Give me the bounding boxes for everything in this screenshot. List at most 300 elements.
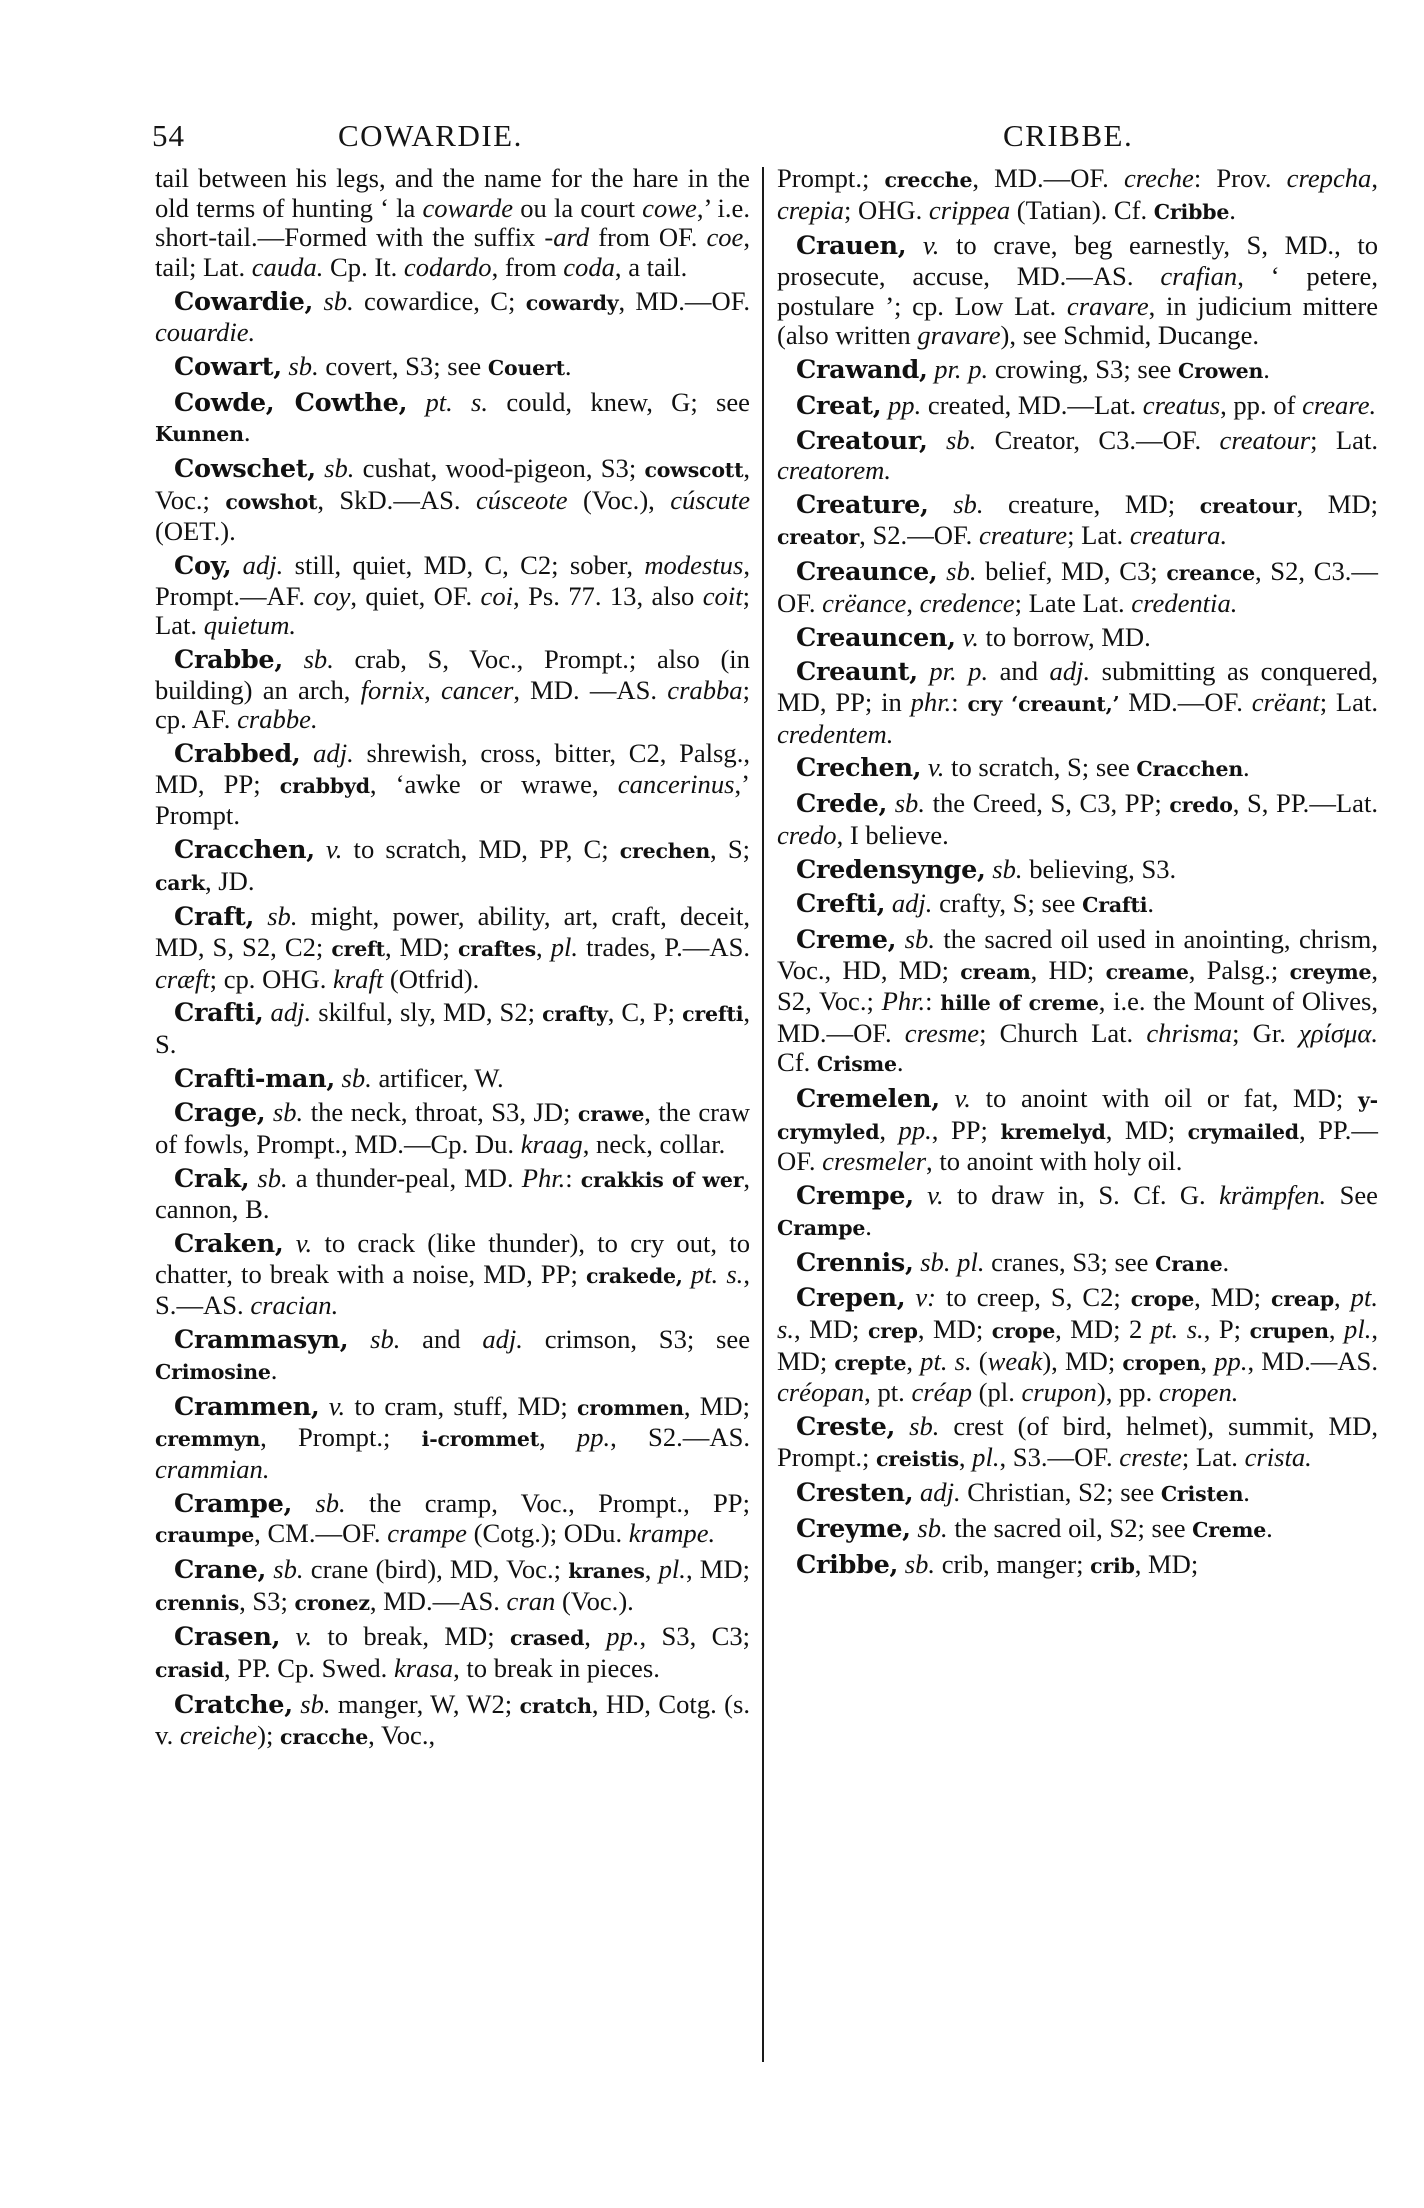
text: , Voc.; — [155, 453, 750, 515]
text: . — [1266, 1513, 1273, 1544]
text: . — [1263, 353, 1270, 384]
bold-form: cratch — [519, 1693, 592, 1718]
bold-form: hille of creme — [940, 991, 1099, 1016]
italic-text: v. — [921, 752, 945, 783]
text: , — [538, 1422, 577, 1453]
italic-text: cowe — [642, 192, 697, 223]
dictionary-entry — [155, 1690, 750, 1753]
italic-text: creste — [1119, 1441, 1182, 1472]
text: ; Lat. — [1319, 687, 1378, 717]
bold-form: Crampe — [777, 1215, 866, 1240]
text: ), see Schmid, Ducange. — [1000, 320, 1260, 351]
bold-form: crupen — [1249, 1318, 1329, 1343]
italic-text: creatorem. — [777, 455, 891, 486]
italic-text: creare. — [1302, 389, 1377, 420]
italic-text: kraag — [520, 1129, 583, 1160]
text: , — [424, 674, 441, 705]
text: : Prov. — [1193, 163, 1287, 193]
italic-text: sb. — [313, 285, 354, 316]
bold-form: crakede, — [586, 1263, 683, 1288]
italic-text: sb. — [910, 1513, 948, 1544]
text: , S, PP.—Lat. — [1232, 788, 1378, 819]
italic-text: phr. — [910, 687, 952, 717]
text: . — [243, 417, 251, 448]
text: , — [906, 1345, 921, 1376]
italic-text: coit — [702, 580, 743, 611]
headword: Crammasyn, — [174, 1325, 349, 1356]
italic-text: adj. — [231, 550, 284, 581]
headword: Crafti-man, — [174, 1063, 335, 1094]
headword: Crafti, — [174, 998, 264, 1029]
text: . — [865, 1210, 872, 1241]
italic-text: sb. — [928, 488, 984, 519]
italic-text: sb. — [937, 556, 977, 587]
bold-form: creistis — [876, 1446, 959, 1471]
headword: Crennis, — [796, 1247, 914, 1278]
bold-form: cropen — [1122, 1350, 1201, 1375]
italic-text: cúscute — [670, 484, 750, 515]
italic-text: crampe — [387, 1518, 467, 1549]
text: ; Lat. — [1181, 1441, 1245, 1472]
dictionary-entry — [155, 835, 750, 898]
dictionary-entry — [155, 998, 750, 1059]
text: , S3.—OF. — [999, 1441, 1120, 1472]
italic-text: χρίσμα. — [1299, 1017, 1378, 1048]
italic-text: adj. — [482, 1324, 523, 1355]
headword: Craft, — [174, 902, 255, 933]
text: to scratch, MD, PP, C; — [342, 833, 620, 864]
italic-text: credentem. — [777, 718, 894, 749]
italic-text: crepia — [777, 194, 844, 225]
italic-text: sb. — [927, 424, 977, 455]
headword: Creaunce, — [796, 557, 938, 588]
text: , the craw of fowls, Prompt., MD.—Cp. Du. — [155, 1097, 750, 1160]
bold-form: crabbyd — [279, 773, 370, 798]
italic-text: pl. — [1344, 1313, 1372, 1344]
text: , PP.—OF. — [777, 1114, 1378, 1177]
text: , Prompt.—AF. — [155, 550, 750, 611]
italic-text: v. — [280, 1621, 312, 1652]
right-column — [777, 164, 1378, 1586]
italic-text: adj. — [263, 997, 312, 1028]
text: ; Lat. — [1310, 424, 1379, 455]
text: ,’ i.e. short-tail.—Formed with the suffix — [155, 192, 750, 253]
headword: Crede, — [796, 789, 888, 820]
italic-text: codardo — [403, 251, 492, 282]
text: ), pp. — [1096, 1377, 1159, 1408]
italic-text: adj. — [885, 888, 933, 919]
left-column — [155, 164, 750, 1757]
italic-text: krampe. — [628, 1518, 716, 1549]
italic-text: pl. — [550, 931, 579, 962]
dictionary-entry — [155, 645, 750, 735]
text: , i.e. the Mount of Olives, MD.—OF. — [777, 986, 1379, 1048]
text: to crack (like thunder), to cry out, to chatter, to break with a noise, MD, PP; — [155, 1228, 750, 1289]
text: , — [535, 931, 551, 962]
text: and — [988, 656, 1050, 687]
text: , P; — [1203, 1313, 1250, 1344]
text: , MD.—AS. — [1247, 1345, 1379, 1376]
italic-text: cresmeler — [822, 1146, 927, 1177]
italic-text: weak — [987, 1345, 1043, 1376]
dictionary-entry — [155, 1229, 750, 1321]
text: ou la court — [513, 192, 643, 223]
text: , MD; 2 — [1055, 1313, 1151, 1344]
dictionary-entry — [155, 1164, 750, 1225]
italic-text: sb. — [292, 1487, 346, 1518]
dictionary-entry — [777, 1550, 1378, 1582]
dictionary-entry — [155, 1392, 750, 1485]
bold-form: Crane — [1155, 1251, 1223, 1276]
text: , cannon, B. — [155, 1162, 750, 1225]
text: . — [896, 1047, 904, 1078]
text: (OET.). — [155, 516, 236, 547]
text: crest (of bird, helmet), summit, MD, Prompt.; — [777, 1410, 1378, 1472]
dictionary-entry — [777, 1283, 1378, 1407]
italic-text: v. — [913, 1180, 944, 1211]
italic-text: v: — [905, 1282, 936, 1313]
bold-form: kremelyd — [1000, 1119, 1106, 1144]
text: , S3; — [239, 1585, 295, 1616]
italic-text: cracian. — [250, 1290, 339, 1321]
text: , HD, Cotg. (s. v. — [155, 1688, 750, 1751]
headword: Creyme, — [796, 1514, 911, 1545]
italic-text: pt. s. — [920, 1345, 972, 1376]
bold-form: cry ‘creaunt,’ — [967, 692, 1120, 716]
text: ); — [257, 1720, 281, 1751]
headword: Creauncen, — [796, 622, 956, 653]
dictionary-entry — [155, 388, 750, 450]
italic-text: créap — [911, 1377, 972, 1408]
headword: Crauen, — [796, 231, 907, 262]
dictionary-entry — [777, 657, 1378, 749]
text: covert, S3; see — [318, 350, 488, 381]
italic-text: cropen. — [1158, 1377, 1239, 1408]
text: ,’ Prompt. — [155, 768, 750, 831]
bold-form: creatour — [1199, 493, 1297, 518]
italic-text: sb. — [985, 853, 1023, 884]
text: , ‘awke or wrawe, — [369, 768, 618, 799]
italic-text: crabba — [667, 674, 743, 705]
text: ( — [971, 1345, 988, 1376]
dictionary-entry — [155, 1098, 750, 1159]
dictionary-entry — [777, 391, 1378, 422]
dictionary-entry — [777, 1412, 1378, 1474]
headword: Coy, — [174, 551, 232, 582]
italic-text: pt. s. — [682, 1258, 744, 1289]
italic-text: crista. — [1244, 1441, 1312, 1472]
text: ; cp. OHG. — [209, 963, 334, 994]
italic-text: crëance — [822, 587, 907, 618]
bold-form: creame — [1105, 959, 1189, 984]
italic-text: sb. — [334, 1062, 372, 1093]
italic-text: v. — [955, 621, 979, 652]
text: , quiet, OF. — [350, 580, 481, 611]
headword: Crefti, — [796, 889, 886, 920]
text: , S2.—OF. — [859, 520, 979, 551]
italic-text: kraft — [333, 963, 384, 994]
text: to borrow, MD. — [978, 621, 1151, 652]
bold-form: cracche — [280, 1725, 369, 1750]
text: : — [951, 687, 968, 717]
text: skilful, sly, MD, S2; — [311, 997, 543, 1028]
bold-form: creft — [331, 936, 385, 961]
text: , S; — [710, 833, 750, 864]
headword: Creaunt, — [796, 657, 918, 688]
bold-form: crecche — [884, 168, 973, 192]
text: . — [1243, 752, 1250, 783]
text: , MD; — [1134, 1548, 1199, 1579]
bold-form: kranes — [568, 1558, 645, 1583]
text: a thunder-peal, MD. — [287, 1162, 522, 1193]
italic-text: couardie. — [155, 317, 256, 348]
text: Christian, S2; see — [960, 1477, 1161, 1508]
italic-text: cresme — [904, 1017, 980, 1048]
text: , — [879, 1114, 899, 1145]
bold-form: craftes — [457, 936, 536, 961]
text: to crave, beg earnestly, S, MD., to prosecute, accuse, MD.—AS. — [777, 230, 1378, 291]
italic-text: crafian — [1160, 260, 1238, 291]
italic-text: pp. — [606, 1621, 640, 1652]
bold-form: crennis — [155, 1590, 240, 1615]
text: ; Lat. — [1067, 520, 1130, 551]
italic-text: v. — [906, 230, 940, 261]
bold-form: Crafti — [1082, 893, 1148, 918]
headword: Crage, — [174, 1098, 266, 1129]
italic-text: v. — [283, 1228, 313, 1259]
italic-text: cauda. — [251, 251, 324, 282]
text: (Cotg.); ODu. — [467, 1518, 629, 1549]
text: the Creed, S, C3, PP; — [925, 788, 1170, 819]
italic-text: quietum. — [203, 610, 297, 641]
text: to anoint with oil or fat, MD; — [970, 1083, 1358, 1114]
text: ; Late Lat. — [1014, 587, 1132, 618]
text: , Ps. 77. 13, also — [513, 580, 703, 611]
bold-form: crymailed — [1187, 1119, 1299, 1144]
bold-form: creap — [1271, 1287, 1334, 1312]
italic-text: coy — [313, 580, 351, 611]
entry-continuation — [155, 164, 750, 282]
text: and — [400, 1324, 483, 1355]
dictionary-entry — [777, 1181, 1378, 1243]
italic-text: fornix — [360, 674, 425, 705]
italic-text: Phr. — [881, 986, 926, 1017]
bold-form: cowardy — [525, 290, 619, 315]
dictionary-entry — [777, 490, 1378, 553]
text: , Prompt.; — [260, 1422, 422, 1453]
dictionary-entry — [777, 789, 1378, 850]
bold-form: crawe — [577, 1102, 645, 1127]
text: , pp. of — [1220, 389, 1303, 420]
italic-text: sb. — [281, 350, 319, 381]
bold-form: creance — [1166, 561, 1255, 586]
italic-text: creatura. — [1129, 520, 1228, 551]
italic-text: Phr. — [521, 1162, 566, 1193]
text: crowing, S3; see — [988, 353, 1178, 384]
italic-text: adj. — [1049, 656, 1091, 687]
dictionary-entry — [777, 557, 1378, 618]
text: could, knew, G; see — [488, 386, 750, 417]
italic-text: pt. s. — [407, 386, 489, 417]
text: Creator, C3.—OF. — [976, 424, 1220, 455]
italic-text: krasa — [393, 1652, 454, 1683]
text: Prompt.; — [777, 163, 885, 193]
dictionary-entry — [155, 1555, 750, 1618]
text: , MD; — [1194, 1282, 1272, 1313]
text: believing, S3. — [1022, 853, 1177, 884]
italic-text: crammian. — [155, 1453, 270, 1484]
text: , MD. —AS. — [513, 674, 668, 705]
italic-text: modestus — [644, 550, 744, 581]
italic-text: v. — [314, 833, 343, 864]
bold-form: Cribbe — [1153, 199, 1230, 224]
text: , SkD.—AS. — [317, 484, 476, 515]
bold-form: crepte — [834, 1350, 907, 1375]
dictionary-entry — [155, 454, 750, 547]
bold-form: crakkis of wer — [580, 1167, 744, 1192]
italic-text: sb. — [895, 1410, 940, 1441]
headword: Creme, — [796, 925, 897, 956]
bold-form: cremmyn — [155, 1427, 261, 1452]
running-head-right: CRIBBE. — [1003, 118, 1134, 153]
text: crab, S, Voc., Prompt.; also (in building) an arch, — [155, 644, 750, 705]
text: (pl. — [972, 1377, 1022, 1408]
dictionary-entry — [155, 1489, 750, 1551]
page-number: 54 — [152, 118, 185, 153]
text: , — [1371, 163, 1378, 193]
italic-text: pr. p. — [917, 656, 989, 687]
bold-form: crechen — [619, 838, 711, 863]
text: , S3, C3; — [639, 1621, 750, 1652]
bold-form: creator — [777, 525, 860, 550]
text: , MD; — [1105, 1114, 1188, 1145]
italic-text: pt. s. — [1150, 1313, 1204, 1344]
bold-form: Crisme — [816, 1052, 897, 1077]
text: ), MD; — [1042, 1345, 1123, 1376]
text: , JD. — [204, 865, 255, 896]
headword: Crabbe, — [174, 645, 283, 676]
italic-text: pl. — [658, 1553, 686, 1584]
bold-form: credo — [1169, 793, 1233, 818]
italic-text: coe — [706, 222, 744, 253]
bold-form: Crimosine — [155, 1359, 271, 1384]
italic-text: chrisma — [1146, 1017, 1233, 1048]
headword: Crampe, — [174, 1488, 293, 1519]
italic-text: sb. — [898, 1548, 936, 1579]
text: , pt. — [864, 1377, 912, 1408]
italic-text: sb. — [265, 1097, 304, 1128]
italic-text: créopan — [777, 1377, 865, 1408]
text: from OF. — [589, 222, 707, 253]
text: , PP. Cp. Swed. — [224, 1652, 394, 1683]
text: crane (bird), MD, Voc.; — [303, 1553, 569, 1584]
italic-text: credentia. — [1131, 587, 1238, 618]
text: ; cp. AF. — [155, 674, 750, 735]
dictionary-entry — [155, 902, 750, 994]
text: , S.—AS. — [155, 1258, 750, 1321]
headword: Crepen, — [796, 1283, 906, 1314]
text: shrewish, cross, bitter, C2, Palsg., MD, PP; — [155, 738, 751, 799]
text: the sacred oil used in anointing, chrism, Voc., HD, MD; — [777, 924, 1379, 985]
text: created, MD.—Lat. — [921, 389, 1143, 420]
headword: Cratche, — [174, 1689, 293, 1720]
italic-text: creature — [978, 520, 1068, 551]
headword: Crechen, — [796, 753, 922, 784]
text: , — [584, 1621, 607, 1652]
text: , PP; — [931, 1114, 1001, 1145]
text: , ‘ petere, postulare ’; cp. Low Lat. — [777, 260, 1378, 321]
text: , S2, C3.—OF. — [777, 556, 1378, 618]
dictionary-entry — [777, 1084, 1378, 1177]
headword: Crawand, — [796, 354, 928, 385]
bold-form: cowscott — [644, 458, 744, 483]
italic-text: sb. — [887, 788, 925, 819]
italic-text: coi — [480, 580, 514, 611]
dictionary-entry — [777, 855, 1378, 886]
italic-text: pt. s. — [777, 1282, 1378, 1344]
italic-text: crepcha — [1286, 163, 1372, 193]
text: (Tatian). Cf. — [1010, 194, 1154, 225]
headword: Cracchen, — [174, 834, 315, 865]
italic-text: sb. pl. — [913, 1246, 985, 1277]
headword: Credensynge, — [796, 854, 986, 885]
text: , — [1334, 1282, 1351, 1313]
italic-text: pr. p. — [927, 353, 989, 384]
text: MD.—OF. — [1119, 687, 1252, 717]
bold-form: Couert — [487, 355, 565, 380]
bold-form: cowshot — [225, 489, 318, 514]
text: the cramp, Voc., Prompt., PP; — [345, 1487, 750, 1518]
headword: Crammen, — [174, 1391, 320, 1422]
italic-text: crëant — [1251, 687, 1320, 717]
bold-form: i-crommet — [421, 1427, 539, 1452]
text: , CM.—OF. — [254, 1518, 388, 1549]
text: crafty, S; see — [932, 888, 1083, 919]
dictionary-entry — [155, 1064, 750, 1095]
text: belief, MD, C3; — [976, 556, 1167, 587]
bold-form: cream — [960, 959, 1031, 984]
text: , — [958, 1441, 973, 1472]
text: , — [1200, 1345, 1215, 1376]
italic-text: creatus — [1142, 389, 1221, 420]
text: the neck, throat, S3, JD; — [303, 1097, 578, 1128]
text: . — [270, 1354, 278, 1385]
text: . — [1222, 1246, 1230, 1277]
italic-text: cancerinus — [617, 768, 735, 799]
text: . — [1147, 888, 1155, 919]
text: , in judicium mittere (also written — [777, 290, 1378, 351]
bold-form: crafty — [542, 1002, 608, 1027]
text: to draw in, S. Cf. G. — [943, 1180, 1220, 1211]
text: to cram, stuff, MD; — [345, 1390, 577, 1421]
bold-form: Crowen — [1178, 358, 1264, 383]
bold-form: crommen — [576, 1395, 684, 1420]
text: , MD.—OF. — [972, 163, 1124, 193]
text: to break, MD; — [311, 1621, 510, 1652]
italic-text: cravare — [1066, 290, 1149, 321]
headword: Cresten, — [796, 1478, 914, 1509]
dictionary-entry — [155, 352, 750, 384]
headword: Cowardie, — [174, 286, 314, 317]
bold-form: crased — [509, 1626, 585, 1651]
text: (Otfrid). — [383, 963, 480, 994]
bold-form: Kunnen — [155, 422, 244, 447]
text: still, quiet, MD, C, C2; sober, — [283, 550, 645, 581]
italic-text: pp. — [1214, 1345, 1248, 1376]
text: cranes, S3; see — [984, 1246, 1156, 1277]
bold-form: cark — [155, 870, 205, 895]
text: might, power, ability, art, craft, deceit, MD, S, S2, C2; — [155, 901, 750, 962]
